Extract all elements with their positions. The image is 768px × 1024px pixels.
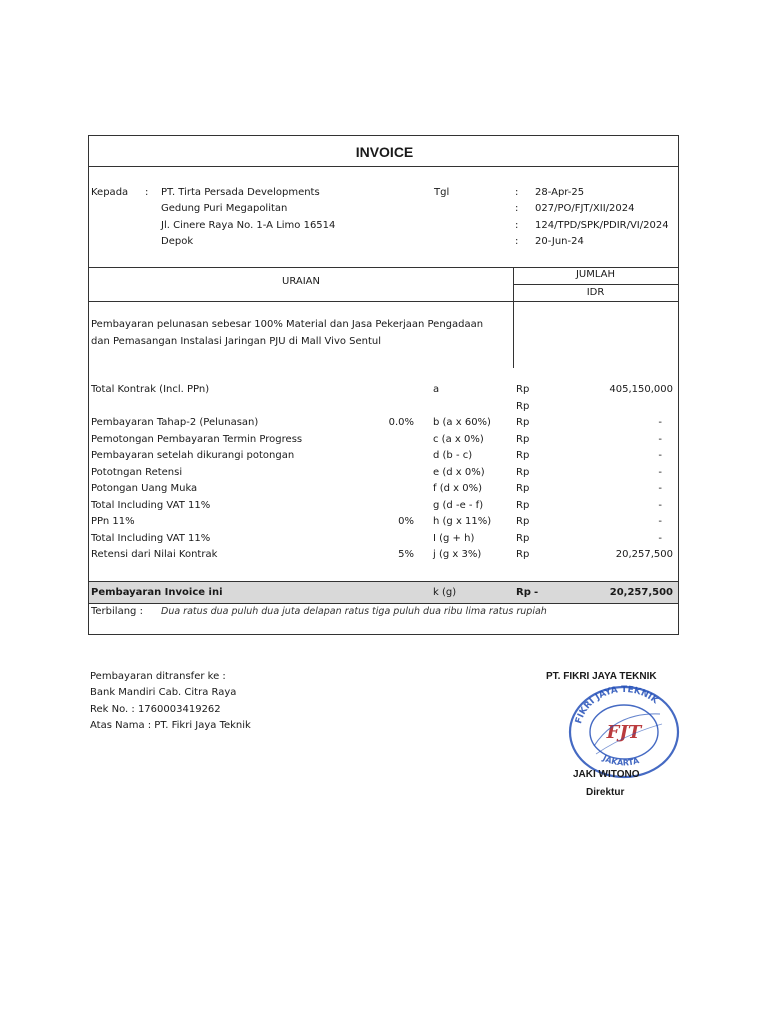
stamp-logo: FJT [606, 722, 642, 743]
row-label: Pemotongan Pembayaran Termin Progress [91, 434, 303, 445]
signatory-role: Direktur [586, 787, 625, 798]
row-currency: Rp [516, 483, 530, 494]
row-currency: Rp [516, 516, 530, 527]
invoice-table [88, 135, 679, 635]
row-currency: Rp [516, 500, 530, 511]
row-label: PPn 11% [91, 516, 135, 527]
spk-date: 20-Jun-24 [535, 236, 584, 247]
row-currency: Rp [516, 434, 530, 445]
row-label: Retensi dari Nilai Kontrak [91, 549, 218, 560]
invoice-total-label: Pembayaran Invoice ini [91, 587, 223, 598]
column-header-uraian: URAIAN [282, 276, 320, 287]
to-colon: : [145, 187, 149, 198]
invoice-total-amount: 20,257,500 [609, 587, 673, 598]
divider [89, 267, 678, 268]
row-label: Pembayaran Tahap-2 (Pelunasan) [91, 417, 259, 428]
stamp-ring-bottom: JAKARTA [601, 753, 641, 768]
meta-colon: : [515, 187, 519, 198]
total-kontrak-label: Total Kontrak (Incl. PPn) [91, 384, 210, 395]
to-label: Kepada [91, 187, 129, 198]
svg-text:JAKARTA [600, 753, 641, 767]
row-amount: - [658, 483, 662, 494]
row-formula: g (d -e - f) [433, 500, 484, 511]
row-amount: - [658, 417, 662, 428]
row-amount: - [658, 500, 662, 511]
divider [89, 301, 678, 302]
row-label: Total Including VAT 11% [91, 533, 211, 544]
payment-line: Pembayaran ditransfer ke : [90, 671, 226, 682]
row-amount: - [658, 434, 662, 445]
recipient-line: Jl. Cinere Raya No. 1-A Limo 16514 [161, 220, 336, 231]
invoice-total-dash: - [534, 587, 539, 598]
description-line: dan Pemasangan Instalasi Jaringan PJU di Mall Vivo Sentul [91, 336, 382, 347]
description-line: Pembayaran pelunasan sebesar 100% Material dan Jasa Pekerjaan Pengadaan [91, 319, 484, 330]
po-number: 027/PO/FJT/XII/2024 [535, 203, 635, 214]
terbilang-text: Dua ratus dua puluh dua juta delapan ratus tiga puluh dua ribu lima ratus rupiah [161, 606, 547, 617]
row-formula: b (a x 60%) [433, 417, 491, 428]
row-percent: 0% [398, 516, 414, 527]
row-percent: 0.0% [388, 417, 414, 428]
row-amount: - [658, 467, 662, 478]
meta-colon: : [515, 236, 519, 247]
invoice-total-currency: Rp [516, 587, 531, 598]
row-currency: Rp [516, 533, 530, 544]
signature-company: PT. FIKRI JAYA TEKNIK [546, 671, 657, 682]
row-amount: - [658, 450, 662, 461]
row-percent: 5% [398, 549, 414, 560]
row-label: Total Including VAT 11% [91, 500, 211, 511]
stamp-ring-top: FIKRI JAYA TEKNIK [574, 684, 660, 726]
company-stamp [566, 684, 682, 780]
spk-number: 124/TPD/SPK/PDIR/VI/2024 [535, 220, 669, 231]
row-formula: c (a x 0%) [433, 434, 484, 445]
payment-line: Rek No. : 1760003419262 [90, 704, 221, 715]
recipient-line: Gedung Puri Megapolitan [161, 203, 288, 214]
payment-line: Bank Mandiri Cab. Citra Raya [90, 687, 237, 698]
date-label: Tgl [434, 187, 450, 198]
payment-line: Atas Nama : PT. Fikri Jaya Teknik [90, 720, 251, 731]
recipient-line: PT. Tirta Persada Developments [161, 187, 320, 198]
row-label: Pembayaran setelah dikurangi potongan [91, 450, 295, 461]
invoice-date: 28-Apr-25 [535, 187, 585, 198]
invoice-title: INVOICE [355, 144, 414, 160]
row-label: Pototngan Retensi [91, 467, 183, 478]
row-currency: Rp [516, 450, 530, 461]
total-kontrak-code: a [433, 384, 440, 395]
recipient-line: Depok [161, 236, 194, 247]
divider [513, 284, 678, 285]
row-formula: e (d x 0%) [433, 467, 485, 478]
meta-colon: : [515, 220, 519, 231]
divider [89, 603, 678, 604]
row-currency: Rp [516, 467, 530, 478]
row-currency: Rp [516, 549, 530, 560]
row-amount: - [658, 533, 662, 544]
row-formula: h (g x 11%) [433, 516, 492, 527]
divider [513, 267, 514, 368]
row-formula: f (d x 0%) [433, 483, 482, 494]
row-label: Potongan Uang Muka [91, 483, 198, 494]
currency-label: Rp [516, 384, 530, 395]
row-amount: - [658, 516, 662, 527]
signatory-name: JAKI WITONO [573, 769, 640, 780]
terbilang-label: Terbilang : [91, 606, 143, 617]
row-formula: I (g + h) [433, 533, 475, 544]
row-amount: 20,257,500 [615, 549, 673, 560]
currency-label: Rp [516, 401, 530, 412]
row-currency: Rp [516, 417, 530, 428]
meta-colon: : [515, 203, 519, 214]
column-header-idr: IDR [586, 287, 605, 298]
row-formula: j (g x 3%) [433, 549, 482, 560]
total-kontrak-amount: 405,150,000 [609, 384, 673, 395]
row-formula: d (b - c) [433, 450, 473, 461]
invoice-total-code: k (g) [433, 587, 457, 598]
divider [89, 166, 678, 167]
column-header-jumlah: JUMLAH [575, 269, 616, 280]
